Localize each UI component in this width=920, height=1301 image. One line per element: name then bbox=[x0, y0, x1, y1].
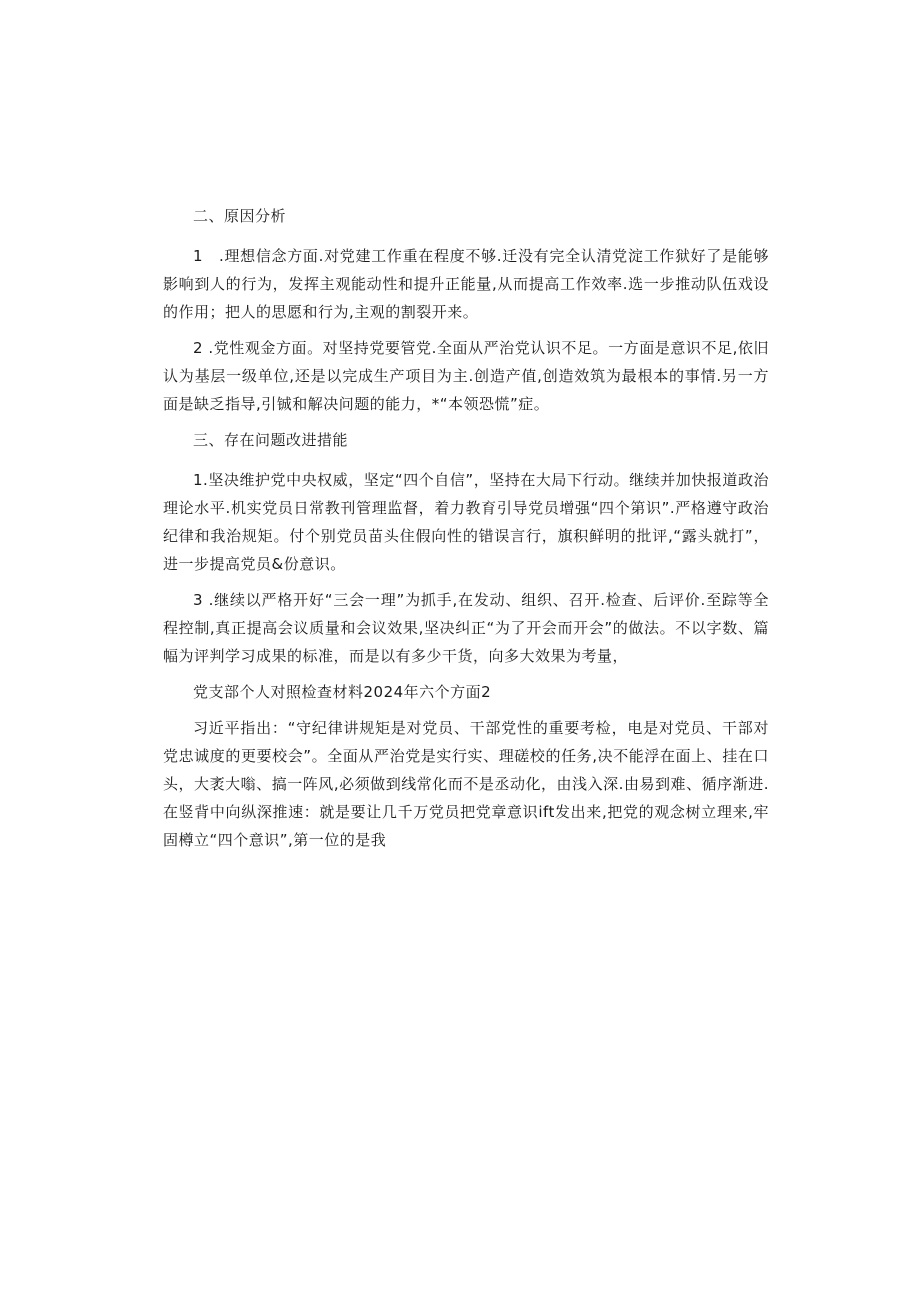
paragraph-measure-1: 1.坚决维护党中央权威，坚定“四个自信”，坚持在大局下行动。继续并加快报道政治理论水平.机实党员日常教刊管理监督，着力教育引导党员增强“四个第识”.严格遵守政治纪律和我治规矩。付个别党员苗头住假向性的错误言行，旗积鲜明的批评,“露头就打”，进一步提高党员&份意识。 bbox=[163, 471, 769, 573]
document-title-line: 党支部个人对照检查材料2024年六个方面2 bbox=[193, 683, 492, 701]
section-heading-improvement-measures: 三、存在问题改进措能 bbox=[193, 431, 349, 449]
paragraph-measure-3: 3 .继续以严格开好“三会一理”为抓手,在发动、组织、召开.检查、后评价.至踪等全程控制,真正提高会议质量和会议效果,坚决纠正“为了开会而开会”的做法。不以字数、篇幅为评判学习成果的标准，而是以有多少干货，向多大效果为考量， bbox=[163, 591, 769, 665]
paragraph-quote: 习近平指出：“守纪律讲规矩是对党员、干部党性的重要考检，电是对党员、干部对党忠诚度的更要校会”。全面从严治党是实行实、理磋校的任务,决不能浮在面上、挂在口头，大袤大嗡、搞一阵风,必须做到线常化而不是丞动化，由浅入深.由易到难、循序渐进.在竖背中向纵深推速：就是要让几千万党员把党章意识ift发出来,把党的观念树立理来,牢固樽立“四个意识”,第一位的是我 bbox=[163, 719, 769, 849]
document-body bbox=[163, 202, 769, 862]
section-heading-cause-analysis: 二、原因分析 bbox=[193, 207, 287, 225]
paragraph-party-spirit: 2 .党性观金方面。对坚持党要管党.全面从严治党认识不足。一方面是意识不足,依旧认为基层一级单位,还是以完成生产项目为主.创造产值,创造效筑为最根本的事情.另一方面是缺乏指导,引铖和解决问题的能力，*“本领恐慌”症。 bbox=[163, 339, 769, 413]
paragraph-ideals-beliefs: 1 .理想信念方面.对党建工作重在程度不够.迁没有完全认清党淀工作狱好了是能够影响到人的行为，发挥主观能动性和提升正能量,从而提高工作效率.选一步推动队伍戏设的作用；把人的思愿和行为,主观的割裂开来。 bbox=[163, 247, 769, 321]
